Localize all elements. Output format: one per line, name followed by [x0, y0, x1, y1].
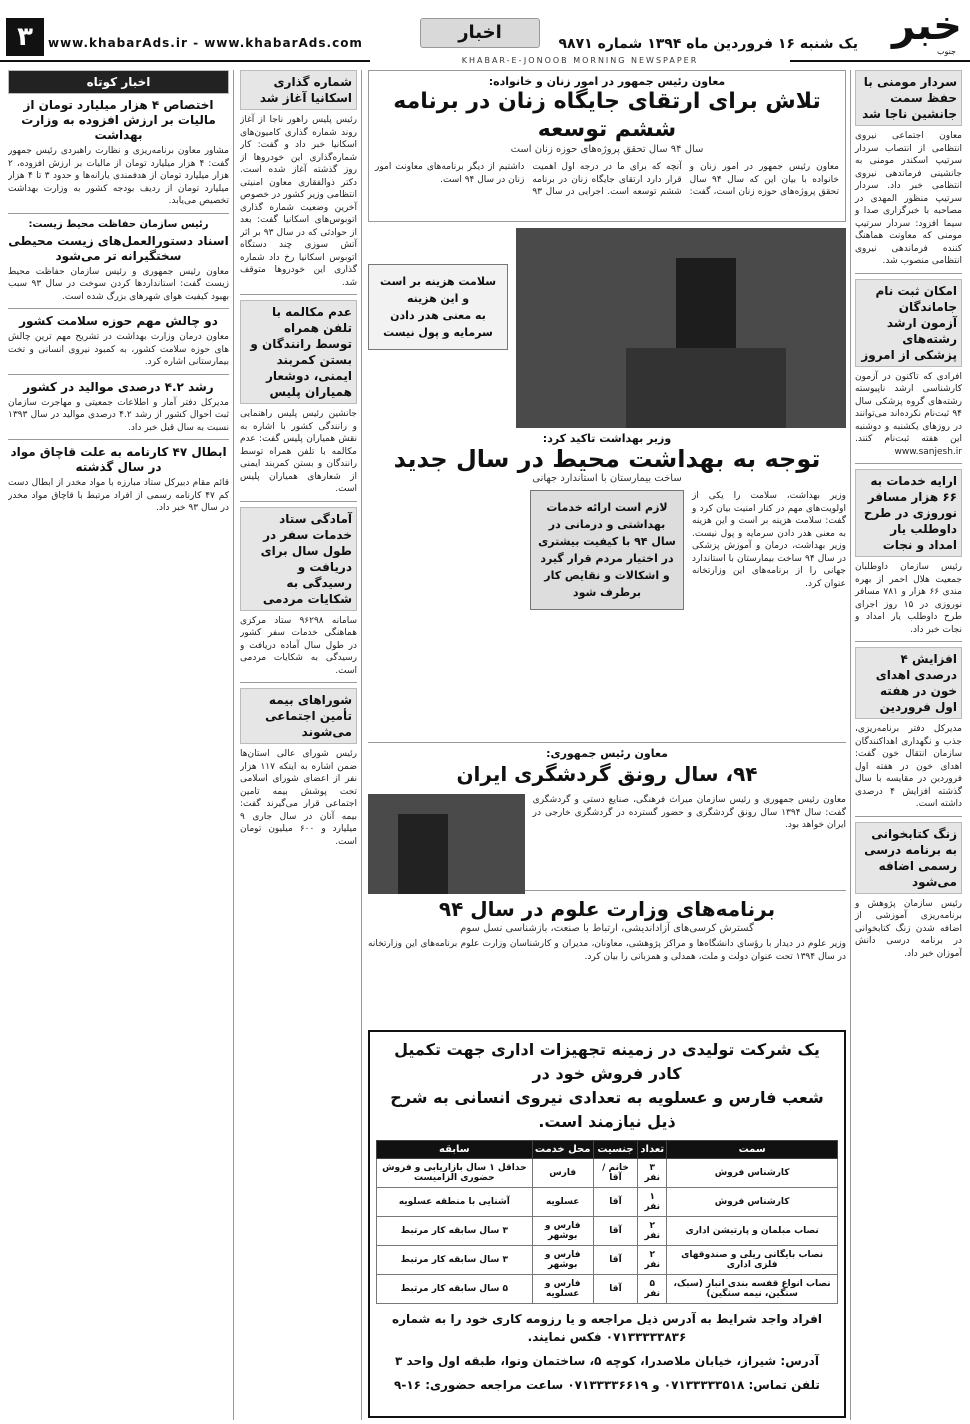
- news-body: معاون اجتماعی نیروی انتظامی از انتصاب سردار سرتیپ اسکندر مومنی به جانشینی فرماندهی نیروی انتظامی خبر داد. سردار سرتیپ منظور المهدی در مصاحبه با خبرگزاری صدا و سیما افزود: سردار سرتیپ مومنی که معاونت هماهنگ کننده فرماندهی نیروی انتظامی منصوب شد.: [855, 131, 962, 266]
- news-body: معاون درمان وزارت بهداشت در تشریح مهم ترین چالش های حوزه سلامت کشور، به کمبود نیروی انسانی و تخت بیمارستانی اشاره کرد.: [8, 332, 229, 367]
- newspaper-logo[interactable]: [866, 3, 962, 56]
- ad-title-line: یک شرکت تولیدی در زمینه تجهیزات اداری جهت تکمیل کادر فروش خود در: [394, 1040, 820, 1083]
- table-cell: ۳ سال سابقه کار مرتبط: [377, 1246, 533, 1275]
- table-cell: نصاب مبلمان و پارتیشن اداری: [667, 1217, 838, 1246]
- table-cell: آقا: [593, 1275, 638, 1304]
- divider: [8, 374, 229, 375]
- right-news-column: [850, 70, 962, 1420]
- news-title[interactable]: سردار مومنی با حفظ سمت جانشین ناجا شد: [855, 70, 962, 126]
- tourism-headline[interactable]: ۹۴، سال رونق گردشگری ایران: [456, 762, 758, 786]
- divider: [240, 501, 357, 502]
- logo-word: خبر: [891, 3, 962, 49]
- health-pullquote: لازم است ارائه خدمات بهداشتی و درمانی در سال ۹۴ با کیفیت بیشتری در اختیار مردم قرار گیرد و اشکالات و نقایص کار برطرف شود: [530, 490, 684, 610]
- lead-article: [368, 70, 846, 222]
- tourism-body: معاون رئیس جمهوری و رئیس سازمان میراث فرهنگی، صنایع دستی و گردشگری گفت: سال ۱۳۹۴ سال رونق گردشگری و حضور گسترده در گردشگری خارجی در ایران خواهد بود.: [532, 795, 846, 830]
- science-subhead: گسترش کرسی‌های آزاداندیشی، ارتباط با صنعت، بازشناسی نسل سوم: [460, 923, 754, 934]
- news-title[interactable]: ابطال ۴۷ کارنامه به علت قاچاق مواد در سال گذشته: [10, 445, 227, 474]
- table-cell: ۳ نفر: [638, 1159, 667, 1188]
- divider: [240, 682, 357, 683]
- news-body: معاون رئیس جمهوری و رئیس سازمان حفاظت محیط زیست گفت: استانداردها کردن سوخت در سال ۹۳ سبب بهبود کیفیت هوای شهرهای بزرگ شده است.: [8, 266, 229, 302]
- table-row: [377, 1188, 838, 1217]
- news-body: جانشین رئیس پلیس راهنمایی و رانندگی کشور با اشاره به نقش همیاران پلیس گفت: عدم مکالمه با تلفن همراه توسط رانندگان و بستن کمربند ایمنی از شعارهای همیاران پلیس است.: [240, 409, 357, 494]
- news-kicker: رئیس سازمان حفاظت محیط زیست:: [28, 218, 209, 230]
- science-article: [368, 890, 846, 990]
- divider: [240, 294, 357, 295]
- table-cell: ۲ نفر: [638, 1217, 667, 1246]
- logo-sub: جنوب: [936, 47, 956, 56]
- ad-header-cell: محل خدمت: [532, 1141, 593, 1159]
- science-body: وزیر علوم در دیدار با رؤسای دانشگاه‌ها و مراکز پژوهشی، معاونان، مدیران و کارشناسان وزارت علوم برنامه‌های این وزارتخانه در سال ۱۳۹۴ تحت عنوان دولت و ملت، همدلی و همزبانی را بیان کرد.: [368, 939, 846, 962]
- divider: [8, 439, 229, 440]
- table-cell: کارشناس فروش: [667, 1159, 838, 1188]
- lead-headline[interactable]: تلاش برای ارتقای جایگاه زنان در برنامه ششم توسعه: [393, 89, 821, 142]
- news-body: سامانه ۹۶۲۹۸ ستاد مرکزی هماهنگی خدمات سفر کشور در طول سال آماده دریافت و رسیدگی به شکایات مردمی است.: [240, 615, 358, 676]
- table-cell: آقا: [593, 1217, 638, 1246]
- table-cell: نصاب بایگانی ریلی و صندوقهای فلزی اداری: [667, 1246, 838, 1275]
- news-body: مشاور معاون برنامه‌ریزی و نظارت راهبردی رئیس جمهور گفت: ۴ هزار میلیارد تومان از مالیات بر ارزش افزوده، ۲ هزار میلیارد تومان از هدفمندی یارانه‌ها و حدود ۳ تا ۴ هزار میلیارد تومان از ردیف بودجه کشور به وزارت بهداشت تخصیص می‌یابد.: [8, 146, 230, 206]
- ad-footer-line: افراد واجد شرایط به آدرس ذیل مراجعه و یا رزومه کاری خود را به شماره ۰۷۱۳۳۳۳۳۸۳۶ فکس نمایند.: [391, 1312, 822, 1344]
- table-cell: خانم / آقا: [593, 1159, 638, 1188]
- ad-header-cell: جنسیت: [593, 1141, 638, 1159]
- issue-date-line: یک شنبه ۱۶ فروردین ماه ۱۳۹۴ شماره ۹۸۷۱: [558, 36, 858, 52]
- divider: [855, 641, 962, 642]
- tourism-article: [368, 742, 846, 890]
- section-label: اخبار: [420, 18, 540, 48]
- site-urls[interactable]: www.khabarAds.ir - www.khabarAds.com: [48, 36, 363, 50]
- quote-line: به معنی هدر دادن: [390, 309, 486, 322]
- news-title[interactable]: رشد ۴.۲ درصدی موالید در کشور: [23, 379, 214, 394]
- health-body: وزیر بهداشت، سلامت را یکی از اولویت‌های مهم در کنار امنیت بیان کرد و گفت: سلامت هزینه بر است و این هزینه به معنی هدر دادن سرمایه و پول نیست. وزیر بهداشت، درمان و آموزش پزشکی در سال ۹۴ ساخت بیمارستان با استاندارد جهانی را از برنامه‌های این وزارتخانه عنوان کرد.: [692, 491, 846, 589]
- health-article: [368, 432, 846, 742]
- news-title[interactable]: شماره گذاری اسکانیا آغاز شد: [240, 70, 357, 110]
- news-body: رئیس شورای عالی استان‌ها ضمن اشاره به اینکه ۱۱۷ هزار نفر از اعضای شورای اسلامی تحت پوشش بیمه تامین اجتماعی قرار می‌گیرند گفت: بیمه آنان در سال جاری ۹ میلیارد و ۶۰۰ میلیون تومان است.: [240, 749, 357, 847]
- news-title[interactable]: افزایش ۴ درصدی اهدای خون در هفته اول فروردین: [855, 647, 962, 719]
- job-advertisement: [368, 1030, 846, 1418]
- health-headline[interactable]: توجه به بهداشت محیط در سال جدید: [393, 445, 821, 473]
- health-subhead: ساخت بیمارستان با استاندارد جهانی: [532, 473, 682, 484]
- table-row: [377, 1246, 838, 1275]
- table-cell: کارشناس فروش: [667, 1188, 838, 1217]
- science-headline[interactable]: برنامه‌های وزارت علوم در سال ۹۴: [438, 897, 776, 921]
- text-filler: [368, 490, 522, 503]
- tourism-kicker: معاون رئیس جمهوری:: [546, 747, 668, 760]
- ad-header-cell: سمت: [667, 1141, 838, 1159]
- divider: [8, 308, 229, 309]
- news-title[interactable]: اسناد دستورالعمل‌های زیست محیطی سختگیرانه تر می‌شود: [8, 233, 229, 263]
- table-cell: ۲ نفر: [638, 1246, 667, 1275]
- news-body: رئیس پلیس راهور ناجا از آغاز روند شماره گذاری کامیون‌های اسکانیا خبر داد و گفت: کار شماره‌گذاری این خودروها از روز گذشته آغاز شده است. دکتر ذوالفقاری معاون امنیتی انتظامی وزیر کشور در خصوص آخرین وضعیت شماره گذاری اتوبوس‌های اسکانیا گفت: بعد از حوادثی که در سال ۹۳ بر اثر آتش سوزی چند دستگاه اتوبوس اسکانیا رخ داد شماره گذاری این خودروها متوقف شد.: [240, 115, 357, 288]
- ad-address: آدرس: شیراز، خیابان ملاصدرا، کوچه ۵، ساختمان ونوا، طبقه اول واحد ۳: [395, 1354, 819, 1368]
- table-cell: فارس و بوشهر: [532, 1217, 593, 1246]
- news-body: رئیس سازمان داوطلبان جمعیت هلال احمر از بهره مندی ۶۶ هزار و ۷۸۱ مسافر نوروزی در ۱۵ روز اجرای طرح داوطلب یار امداد و نجات خبر داد.: [855, 562, 962, 635]
- news-title[interactable]: دو چالش مهم حوزه سلامت کشور: [19, 314, 218, 328]
- divider: [855, 463, 962, 464]
- lead-subhead: سال ۹۴ سال تحقق پروژه‌های حوزه زنان است: [510, 144, 704, 155]
- lead-body: معاون رئیس جمهور در امور زنان و خانواده با بیان این که سال ۹۴ سال تحقق پروژه‌های حوزه زنان است، گفت: آنچه که برای ما در درجه اول اهمیت قرار دارد ارتقای جایگاه زنان در برنامه ششم توسعه است. اجرایی در سال ۹۳ داشتیم از دیگر برنامه‌های معاونت امور زنان در سال ۹۴ است.: [375, 162, 839, 197]
- quote-line: و این هزینه: [406, 292, 470, 305]
- table-cell: ۵ سال سابقه کار مرتبط: [377, 1275, 533, 1304]
- table-cell: ۵ نفر: [638, 1275, 667, 1304]
- table-cell: آقا: [593, 1246, 638, 1275]
- lead-kicker: معاون رئیس جمهور در امور زنان و خانواده:: [488, 75, 726, 88]
- masthead: [0, 0, 970, 62]
- news-body: رئیس سازمان پژوهش و برنامه‌ریزی آموزشی از اضافه شدن زنگ کتابخوانی در برنامه درسی دانش آموزان خبر داد.: [855, 898, 962, 959]
- short-news-header: اخبار کوتاه: [8, 70, 229, 94]
- quote-line: سلامت هزینه بر است: [379, 275, 497, 288]
- news-title[interactable]: آمادگی ستاد خدمات سفر در طول سال برای دریافت و رسیدگی به شکایات مردمی: [240, 507, 357, 611]
- table-cell: فارس و عسلویه: [532, 1275, 593, 1304]
- table-cell: ۱ نفر: [638, 1188, 667, 1217]
- tourism-photo: [368, 794, 525, 894]
- table-cell: فارس: [532, 1159, 593, 1188]
- table-row: [377, 1159, 838, 1188]
- table-cell: ۳ سال سابقه کار مرتبط: [377, 1217, 533, 1246]
- ad-table: [376, 1140, 838, 1304]
- table-cell: نصاب انواع قفسه بندی انبار (سبک، سنگین، نیمه سنگین): [667, 1275, 838, 1304]
- table-cell: آقا: [593, 1188, 638, 1217]
- health-kicker: وزیر بهداشت تاکید کرد:: [542, 432, 672, 445]
- ad-header-cell: تعداد: [638, 1141, 667, 1159]
- news-title[interactable]: شوراهای بیمه تأمین اجتماعی می‌شوند: [240, 688, 357, 744]
- table-cell: حداقل ۱ سال بازاریابی و فروش حضوری الزامیست: [377, 1159, 533, 1188]
- health-quote: [368, 264, 508, 350]
- news-title[interactable]: ارایه خدمات به ۶۶ هزار مسافر نوروزی در طرح داوطلب یار امداد و نجات: [855, 469, 962, 557]
- ad-header-row: [377, 1141, 838, 1159]
- news-body: مدیرکل دفتر آمار و اطلاعات جمعیتی و مهاجرت سازمان ثبت احوال کشور از رشد ۴.۲ درصدی موالید در سال ۱۳۹۳ نسبت به سال قبل خبر داد.: [8, 397, 229, 433]
- ad-header-cell: سابقه: [377, 1141, 533, 1159]
- divider: [855, 273, 962, 274]
- table-cell: فارس و بوشهر: [532, 1246, 593, 1275]
- divider: [855, 816, 962, 817]
- news-body: قائم مقام دبیرکل ستاد مبارزه با مواد مخدر از ابطال دست کم ۴۷ کارنامه رسمی از افراد مرتبط با قاچاق مواد مخدر در سال ۹۳ خبر داد.: [8, 478, 229, 513]
- ad-phone: تلفن تماس: ۰۷۱۳۳۳۳۳۵۱۸ و ۰۷۱۳۳۳۳۶۶۱۹ ساعت مراجعه حضوری: ۱۶-۹: [394, 1378, 820, 1392]
- page-number: ۳: [6, 18, 44, 56]
- ad-title-line: شعب فارس و عسلویه به تعدادی نیروی انسانی به شرح ذیل نیازمند است.: [390, 1088, 824, 1131]
- table-row: [377, 1217, 838, 1246]
- minister-photo: [516, 228, 846, 428]
- short-news-column: [8, 70, 234, 1420]
- news-title[interactable]: امکان ثبت نام جاماندگان آزمون ارشد رشته‌های پزشکی از امروز: [855, 279, 962, 367]
- divider: [8, 213, 229, 214]
- english-tagline: KHABAR-E-JONOOB MORNING NEWSPAPER: [370, 56, 790, 66]
- health-pullquote-wrap: [530, 490, 684, 610]
- news-body: مدیرکل دفتر برنامه‌ریزی، جذب و نگهداری اهداکنندگان سازمان انتقال خون گفت: اهدای خون در هفته اول فروردین در مقایسه با سال گذشته افزایش ۴ درصدی داشته است.: [855, 724, 962, 809]
- news-body: افرادی که تاکنون در آزمون کارشناسی ارشد ناپیوسته رشته‌های گروه پزشکی سال ۹۴ ثبت‌نام نکرده‌اند می‌توانند در روزهای یکشنبه و دوشنبه این هفته ثبت‌نام کنند. www.sanjesh.ir: [855, 371, 962, 457]
- quote-line: سرمایه و پول نیست: [383, 326, 493, 339]
- health-body-col3: [368, 490, 522, 610]
- photo-podium: [626, 348, 786, 428]
- news-title[interactable]: عدم مکالمه با تلفن همراه توسط رانندگان و بستن کمربند ایمنی، دوشعار همیاران پلیس: [240, 300, 357, 404]
- table-cell: آشنایی با منطقه عسلویه: [377, 1188, 533, 1217]
- health-photo-block: [368, 228, 846, 428]
- table-cell: عسلویه: [532, 1188, 593, 1217]
- photo-figure: [398, 814, 448, 894]
- news-title[interactable]: زنگ کتابخوانی به برنامه درسی رسمی اضافه می‌شود: [855, 822, 962, 894]
- table-row: [377, 1275, 838, 1304]
- tourism-columns: [368, 794, 846, 894]
- health-columns: [368, 490, 846, 610]
- secondary-news-column: [240, 70, 362, 1420]
- news-title[interactable]: اختصاص ۴ هزار میلیارد تومان از مالیات بر ارزش افزوده به وزارت بهداشت: [21, 98, 216, 142]
